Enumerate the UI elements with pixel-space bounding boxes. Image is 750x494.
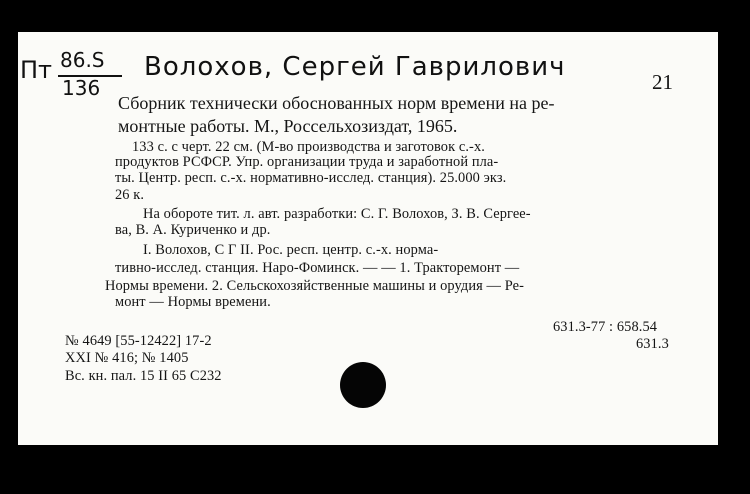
title-line-2: монтные работы. М., Россельхозиздат, 1965. (118, 116, 458, 136)
tracing-line-3: Нормы времени. 2. Сельскохозяйственные машины и орудия — Ре- (105, 278, 525, 294)
note-line-2: ва, В. А. Куриченко и др. (115, 222, 271, 238)
classification-udc-1: 631.3-77 : 658.54 (553, 319, 658, 335)
title-line-1: Сборник технически обоснованных норм времени на ре- (118, 93, 555, 113)
tracing-line-2: тивно-исслед. станция. Наро-Фоминск. — — 1. Тракторемонт — (115, 260, 520, 276)
register-line-3: Вс. кн. пал. 15 II 65 С232 (65, 368, 222, 384)
description-line-1: 133 с. с черт. 22 см. (М-во производства и заготовок с.-х. (132, 139, 485, 155)
shelfmark-denominator: 136 (62, 76, 101, 100)
register-line-1: № 4649 [55-12422] 17-2 (65, 333, 212, 349)
shelfmark-prefix: Пт (20, 56, 53, 84)
description-line-2: продуктов РСФСР. Упр. организации труда и заработной пла- (115, 154, 499, 170)
card-punch-hole (340, 362, 386, 408)
tracing-line-4: монт — Нормы времени. (115, 294, 271, 310)
note-line-1: На обороте тит. л. авт. разработки: С. Г. Волохов, З. В. Сергее- (143, 206, 531, 222)
catalog-card (18, 32, 718, 445)
classification-udc-2: 631.3 (636, 336, 669, 352)
card-number: 21 (652, 70, 673, 94)
tracing-line-1: I. Волохов, С Г II. Рос. респ. центр. с.-х. норма- (143, 242, 439, 258)
description-line-3: ты. Центр. респ. с.-х. нормативно-исслед. станция). 25.000 экз. (115, 170, 507, 186)
description-line-4: 26 к. (115, 187, 145, 203)
shelfmark-numerator: 86.S (60, 48, 105, 72)
handwritten-author-heading: Волохов, Сергей Гаврилович (144, 52, 566, 82)
register-line-2: XXI № 416; № 1405 (65, 350, 189, 366)
